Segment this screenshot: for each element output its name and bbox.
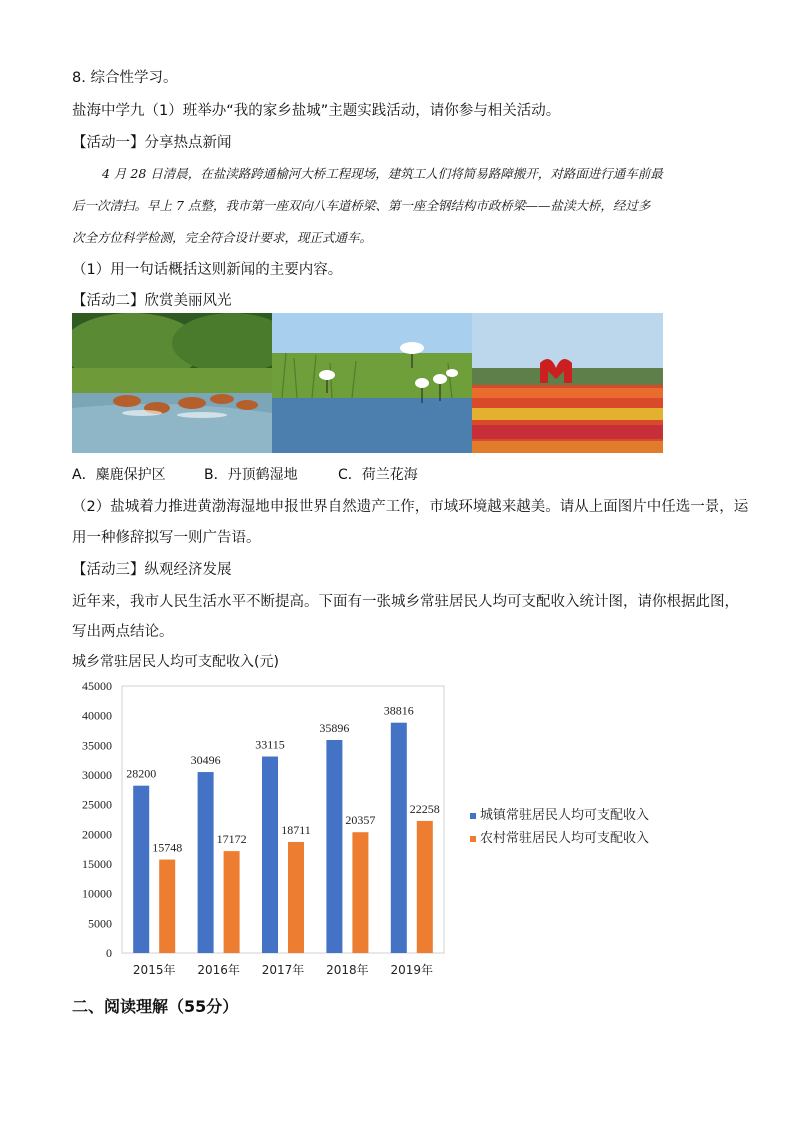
bar: [133, 786, 149, 953]
x-tick-label: 2018年: [326, 963, 369, 977]
question-1: （1）用一句话概括这则新闻的主要内容。: [72, 262, 343, 278]
y-tick-label: 45000: [82, 679, 112, 693]
bar: [224, 851, 240, 953]
x-tick-label: 2017年: [261, 963, 305, 977]
activity1-title: 【活动一】分享热点新闻: [72, 135, 232, 151]
legend-label: 城镇常驻居民人均可支配收入: [480, 808, 650, 823]
bar: [262, 757, 278, 953]
activity2-title: 【活动二】欣赏美丽风光: [72, 293, 232, 309]
x-tick-label: 2016年: [197, 963, 240, 977]
bar: [288, 842, 304, 953]
bar: [391, 723, 407, 953]
legend-label: 农村常驻居民人均可支配收入: [480, 831, 650, 846]
section-2-title: 二、阅读理解（55分）: [72, 997, 239, 1016]
x-tick-label: 2015年: [132, 963, 176, 977]
y-tick-label: 30000: [82, 768, 112, 782]
data-label: 18711: [281, 822, 311, 837]
data-label: 33115: [255, 737, 285, 752]
y-tick-label: 35000: [82, 738, 112, 753]
bar: [198, 772, 214, 953]
data-label: 17172: [216, 832, 247, 847]
y-tick-label: 0: [106, 946, 112, 960]
legend-swatch: [470, 813, 476, 819]
bar: [352, 832, 368, 953]
activity3-text-line-1: 近年来，我市人民生活水平不断提高。下面有一张城乡常驻居民人均可支配收入统计图，请你根据此图，: [72, 594, 739, 610]
news-line-1: 4 月 28 日清晨，在盐渎路跨通榆河大桥工程现场，建筑工人们将简易路障搬开，对路面进行通车前最: [102, 166, 663, 181]
chart-title: 城乡常驻居民人均可支配收入(元): [72, 654, 279, 670]
bar: [417, 821, 433, 953]
activity3-text-line-2: 写出两点结论。: [72, 624, 174, 640]
activity3-title: 【活动三】纵观经济发展: [72, 562, 232, 578]
question-2-line-1: （2）盐城着力推进黄渤海湿地申报世界自然遗产工作，市域环境越来越美。请从上面图片中任选一景，运: [72, 499, 749, 515]
data-label: 35896: [319, 721, 350, 736]
data-label: 20357: [345, 813, 376, 828]
tulip-sea-photo: [472, 313, 663, 453]
y-tick-label: 20000: [82, 827, 112, 842]
y-tick-label: 40000: [82, 708, 112, 723]
question-intro: 盐海中学九（1）班举办“我的家乡盐城”主题实践活动，请你参与相关活动。: [72, 103, 561, 119]
deer-reserve-photo: [72, 313, 272, 453]
data-label: 22258: [409, 801, 440, 816]
news-line-2: 后一次清扫。早上 7 点整，我市第一座双向八车道桥梁、第一座全钢结构市政桥梁——盐渎大桥，经过多: [72, 198, 651, 213]
caption-c: C．荷兰花海: [338, 467, 418, 483]
question-number: 8. 综合性学习。: [72, 70, 178, 86]
bar: [159, 860, 175, 953]
income-bar-chart: [72, 672, 692, 984]
legend-swatch: [470, 836, 476, 842]
caption-b: B．丹顶鹤湿地: [204, 467, 298, 483]
news-line-3: 次全方位科学检测，完全符合设计要求，现正式通车。: [72, 230, 373, 245]
y-tick-label: 5000: [88, 916, 112, 931]
question-2-line-2: 用一种修辞拟写一则广告语。: [72, 530, 261, 546]
data-label: 30496: [190, 753, 221, 768]
y-tick-label: 25000: [82, 797, 112, 812]
caption-a: A．麋鹿保护区: [72, 467, 166, 483]
x-tick-label: 2019年: [390, 963, 434, 977]
bar: [326, 740, 342, 953]
data-label: 38816: [383, 703, 414, 718]
y-tick-label: 10000: [82, 886, 112, 901]
data-label: 15748: [152, 840, 183, 855]
crane-wetland-photo: [272, 313, 472, 453]
data-label: 28200: [126, 766, 157, 781]
y-tick-label: 15000: [82, 857, 112, 871]
scenery-photos: [72, 313, 663, 453]
